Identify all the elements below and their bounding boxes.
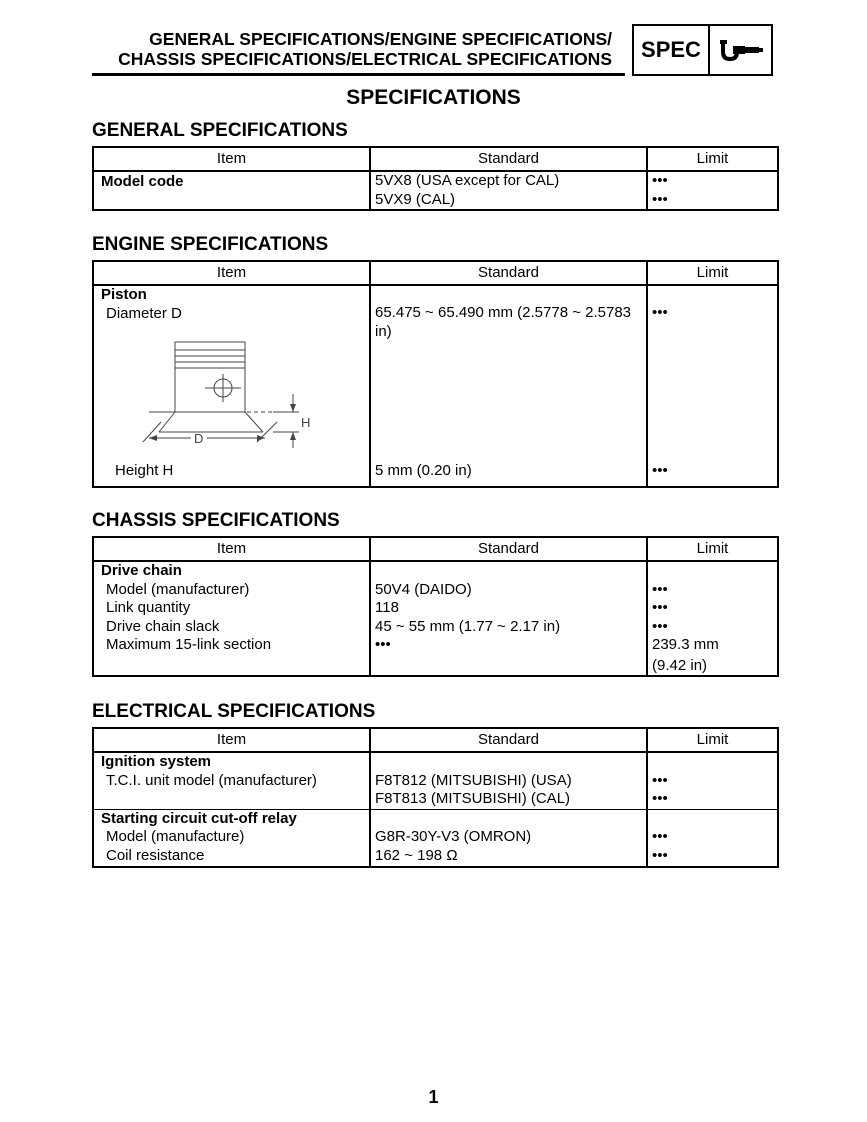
chassis-item-4: Maximum 15-link section xyxy=(106,636,272,653)
col-standard-header: Standard xyxy=(370,537,647,561)
model-code-std-1: 5VX8 (USA except for CAL) xyxy=(375,172,560,189)
diameter-limit: ••• xyxy=(652,304,668,321)
table-row xyxy=(93,809,778,867)
tci-limit-2: ••• xyxy=(652,790,668,807)
header-rule xyxy=(92,73,625,76)
engine-spec-table xyxy=(92,260,779,488)
header-line-1: GENERAL SPECIFICATIONS/ENGINE SPECIFICATIONS/ xyxy=(149,29,612,49)
col-limit-header: Limit xyxy=(647,537,778,561)
diagram-label-h: H xyxy=(301,415,311,430)
model-code-limit-2: ••• xyxy=(652,190,668,208)
piston-label: Piston xyxy=(101,286,147,303)
chassis-std-4: ••• xyxy=(375,636,391,653)
relay-model-label: Model (manufacture) xyxy=(106,828,245,845)
page-title: SPECIFICATIONS xyxy=(346,86,521,109)
tci-std-2: F8T813 (MITSUBISHI) (CAL) xyxy=(375,790,571,807)
model-code-std-2: 5VX9 (CAL) xyxy=(375,190,456,208)
chassis-limit-4b: (9.42 in) xyxy=(652,656,708,674)
table-header-row xyxy=(93,147,778,171)
diagram-label-d: D xyxy=(194,431,204,446)
relay-model-limit: ••• xyxy=(652,828,668,845)
table-header-row xyxy=(93,261,778,285)
drive-chain-label: Drive chain xyxy=(101,562,182,579)
model-code-limit-1: ••• xyxy=(652,172,668,189)
col-item-header: Item xyxy=(93,537,370,561)
table-row xyxy=(93,561,778,676)
height-label: Height H xyxy=(115,462,174,479)
col-standard-header: Standard xyxy=(370,728,647,752)
coil-resistance-limit: ••• xyxy=(652,846,668,864)
table-header-row xyxy=(93,537,778,561)
coil-resistance-std: 162 ~ 198 Ω xyxy=(375,846,458,864)
header-title xyxy=(92,29,612,69)
micrometer-icon xyxy=(710,26,771,74)
col-limit-header: Limit xyxy=(647,728,778,752)
height-standard: 5 mm (0.20 in) xyxy=(375,462,472,479)
col-standard-header: Standard xyxy=(370,261,647,285)
col-limit-header: Limit xyxy=(647,147,778,171)
col-item-header: Item xyxy=(93,728,370,752)
chassis-std-2: 118 xyxy=(375,599,399,616)
tci-limit-1: ••• xyxy=(652,771,668,789)
chassis-limit-3: ••• xyxy=(652,617,668,635)
diameter-label: Diameter D xyxy=(106,304,182,322)
chassis-limit-4: 239.3 mm xyxy=(652,636,719,653)
general-spec-table xyxy=(92,146,779,211)
col-standard-header: Standard xyxy=(370,147,647,171)
chassis-limit-1: ••• xyxy=(652,580,668,598)
height-limit: ••• xyxy=(652,462,668,479)
chassis-item-1: Model (manufacturer) xyxy=(106,580,250,598)
chassis-item-2: Link quantity xyxy=(106,599,191,616)
ignition-system-label: Ignition system xyxy=(101,753,212,770)
page-number: 1 xyxy=(428,1087,439,1107)
relay-model-std: G8R-30Y-V3 (OMRON) xyxy=(375,828,532,845)
piston-diagram xyxy=(139,336,329,461)
tci-std-1: F8T812 (MITSUBISHI) (USA) xyxy=(375,771,572,789)
col-limit-header: Limit xyxy=(647,261,778,285)
electrical-section-title: ELECTRICAL SPECIFICATIONS xyxy=(92,701,376,722)
table-header-row xyxy=(93,728,778,752)
table-row xyxy=(93,285,778,487)
electrical-spec-table xyxy=(92,727,779,868)
chassis-item-3: Drive chain slack xyxy=(106,617,220,635)
chassis-section-title: CHASSIS SPECIFICATIONS xyxy=(92,510,340,531)
col-item-header: Item xyxy=(93,147,370,171)
table-row xyxy=(93,171,778,210)
spec-badge-label: SPEC xyxy=(634,26,710,74)
col-item-header: Item xyxy=(93,261,370,285)
relay-label: Starting circuit cut-off relay xyxy=(101,809,297,827)
diameter-standard: 65.475 ~ 65.490 mm (2.5778 ~ 2.5783 in) xyxy=(375,304,632,340)
coil-resistance-label: Coil resistance xyxy=(106,846,205,864)
engine-section-title: ENGINE SPECIFICATIONS xyxy=(92,234,329,255)
chassis-spec-table xyxy=(92,536,779,677)
chassis-limit-2: ••• xyxy=(652,599,668,616)
model-code-label: Model code xyxy=(101,173,184,190)
table-row xyxy=(93,752,778,809)
header-line-2: CHASSIS SPECIFICATIONS/ELECTRICAL SPECIFICATIONS xyxy=(118,49,612,69)
chassis-std-3: 45 ~ 55 mm (1.77 ~ 2.17 in) xyxy=(375,617,561,635)
tci-label: T.C.I. unit model (manufacturer) xyxy=(106,771,317,789)
spec-badge xyxy=(632,24,773,76)
chassis-std-1: 50V4 (DAIDO) xyxy=(375,580,472,598)
general-section-title: GENERAL SPECIFICATIONS xyxy=(92,120,348,141)
